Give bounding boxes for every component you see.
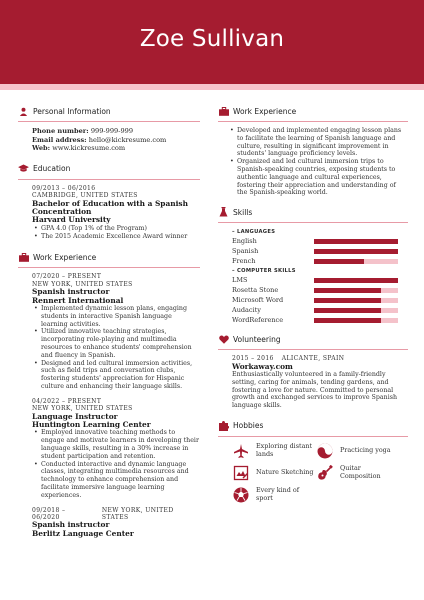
candidate-name: Zoe Sullivan: [139, 26, 285, 52]
list-item: • Employed innovative teaching methods to engage and motivate learners in developing their language skills, resulting in a 30% increase in student participation and retention.: [32, 429, 200, 460]
divider: [18, 121, 200, 122]
briefcase-icon: [18, 252, 29, 263]
list-item: • The 2015 Academic Excellence Award winner: [32, 233, 200, 241]
sketch-icon: [232, 464, 250, 482]
divider: [18, 267, 200, 268]
header-strip: [0, 84, 424, 90]
divider: [218, 222, 408, 223]
education-school: Harvard University: [32, 215, 111, 225]
list-item: • Designed and led cultural immersion activities, such as field trips and conversation clubs, fostering students' appreciation for Hispanic culture and enhancing their language skills.: [32, 360, 200, 391]
skill-row: French: [232, 256, 408, 266]
puzzle-icon: [218, 420, 229, 431]
computer-skills-label: – COMPUTER SKILLS: [232, 268, 296, 275]
education-heading: Education: [18, 162, 200, 176]
list-item: • Utilized innovative teaching strategies, incorporating role-playing and multimedia resources to enhance students' comprehension and fluency in Spanish.: [32, 328, 200, 359]
airplane-icon: [232, 442, 250, 460]
hobby-item: Practicing yoga: [316, 442, 400, 460]
job-entry: 09/2018 – 06/2020 NEW YORK, UNITED STATES Spanish instructor Berlitz Language Center: [32, 506, 174, 538]
flask-icon: [218, 207, 229, 218]
yin-yang-icon: [316, 442, 334, 460]
skill-row: English: [232, 236, 408, 246]
volunteer-description: Enthusiastically volunteered in a family-friendly setting, caring for animals, tending gardens, and fostering a love for nature. Committed to personal growth and exchanged services to improve Spanish language skills.: [232, 370, 398, 410]
divider: [218, 436, 408, 437]
personal-info-heading: Personal Information: [18, 104, 200, 118]
divider: [218, 349, 408, 350]
education-degree: Bachelor of Education with a Spanish Concentration: [32, 198, 188, 216]
hobby-item: Quitar Composition: [316, 464, 400, 482]
list-item: • GPA 4.0 (Top 1% of the Program): [32, 225, 200, 233]
skills-heading: Skills: [218, 205, 408, 219]
divider: [18, 179, 200, 180]
heart-icon: [218, 334, 229, 345]
job-entry: 04/2022 – PRESENT NEW YORK, UNITED STATES Language Instructor Huntington Learning Center • Employed innovative teaching methods to engage and motivate learners in developing their language skills, resulting in a 30% increase in student participation and retention. • Conducted interactive and dynamic language classes, integrating multimedia resources and technology to enhance comprehension and facilitate immersive language learning experiences.: [18, 398, 200, 500]
skill-row: Microsoft Word: [232, 295, 408, 305]
education-location: CAMBRIDGE, UNITED STATES: [32, 192, 138, 200]
guitar-icon: [316, 464, 334, 482]
skill-row: LMS: [232, 275, 408, 285]
left-column: [18, 104, 200, 538]
list-item: • Conducted interactive and dynamic language classes, integrating multimedia resources and technology to enhance comprehension and facilitate immersive language learning experiences.: [32, 461, 200, 500]
ball-icon: [232, 486, 250, 504]
phone-row: Phone number: 999-999-999: [32, 127, 134, 135]
skill-row: Spanish: [232, 246, 408, 256]
hobbies-heading: Hobbies: [218, 419, 408, 433]
email-row: Email address: hello@kickresume.com: [32, 135, 167, 144]
list-item: • Organized and led cultural immersion trips to Spanish-speaking countries, exposing students to authentic language and cultural experiences, fostering their appreciation and understanding of the Spanish-speaking world.: [228, 158, 408, 197]
languages-label: – LANGUAGES: [232, 229, 276, 236]
hobby-item: Nature Sketching: [232, 464, 316, 482]
work-experience-heading: Work Experience: [218, 104, 408, 118]
hobby-item: Exploring distant lands: [232, 442, 316, 460]
education-date: 09/2013 – 06/2016: [32, 184, 96, 192]
skill-row: Audacity: [232, 305, 408, 315]
list-item: • Developed and implemented engaging lesson plans to facilitate the learning of Spanish language and culture, resulting in significant improvement in students' language proficiency levels.: [228, 127, 408, 158]
list-item: • Implemented dynamic lesson plans, engaging students in interactive Spanish language learning activities.: [32, 305, 200, 328]
skill-row: Rosetta Stone: [232, 285, 408, 295]
graduation-cap-icon: [18, 163, 29, 174]
hobby-item: Every kind of sport: [232, 486, 316, 504]
right-column: Work Experience • Developed and implemented engaging lesson plans to facilitate the learning of Spanish language and culture, resulting in significant improvement in students' language proficiency levels. • Organized and led cultural immersion trips to Spanish-speaking countries, exposing students to authentic language and cultural experiences, fostering their appreciation and understanding of the Spanish-speaking world. Skills – LANGUAGES English Spanish French – COMPUTER SKILLS LMS Rosetta Stone Microsoft Word Audacity WordReference Volunteering 2015 – 2016 ALICANTE, SPAIN Workaway.com Enthusiastically volunteered in a family-friendly setting, caring for animals, tending gardens, and fostering a love for nature. Committed to personal growth and exchanged services to improve Spanish language skills. Hobbies Exploring distant lands Practicing yoga Nature Sketching Quitar Composition Every kind of sport: [218, 104, 408, 504]
skill-row: WordReference: [232, 315, 408, 325]
web-row: Web: www.kickresume.com: [32, 144, 126, 153]
volunteer-org: Workaway.com: [232, 361, 293, 371]
divider: [218, 121, 408, 122]
briefcase-icon: [218, 106, 229, 117]
volunteering-heading: Volunteering: [218, 332, 408, 346]
work-experience-heading: Work Experience: [18, 250, 200, 264]
person-icon: [18, 106, 29, 117]
job-entry: 07/2020 – PRESENT NEW YORK, UNITED STATES Spanish instructor Rennert International • Implemented dynamic lesson plans, engaging students in interactive Spanish language learning activities. • Utilized innovative teaching strategies, incorporating role-playing and multimedia resources to enhance students' comprehension and fluency in Spanish. • Designed and led cultural immersion activities, such as field trips and conversation clubs, fostering students' appreciation for Hispanic culture and enhancing their language skills.: [18, 273, 200, 390]
